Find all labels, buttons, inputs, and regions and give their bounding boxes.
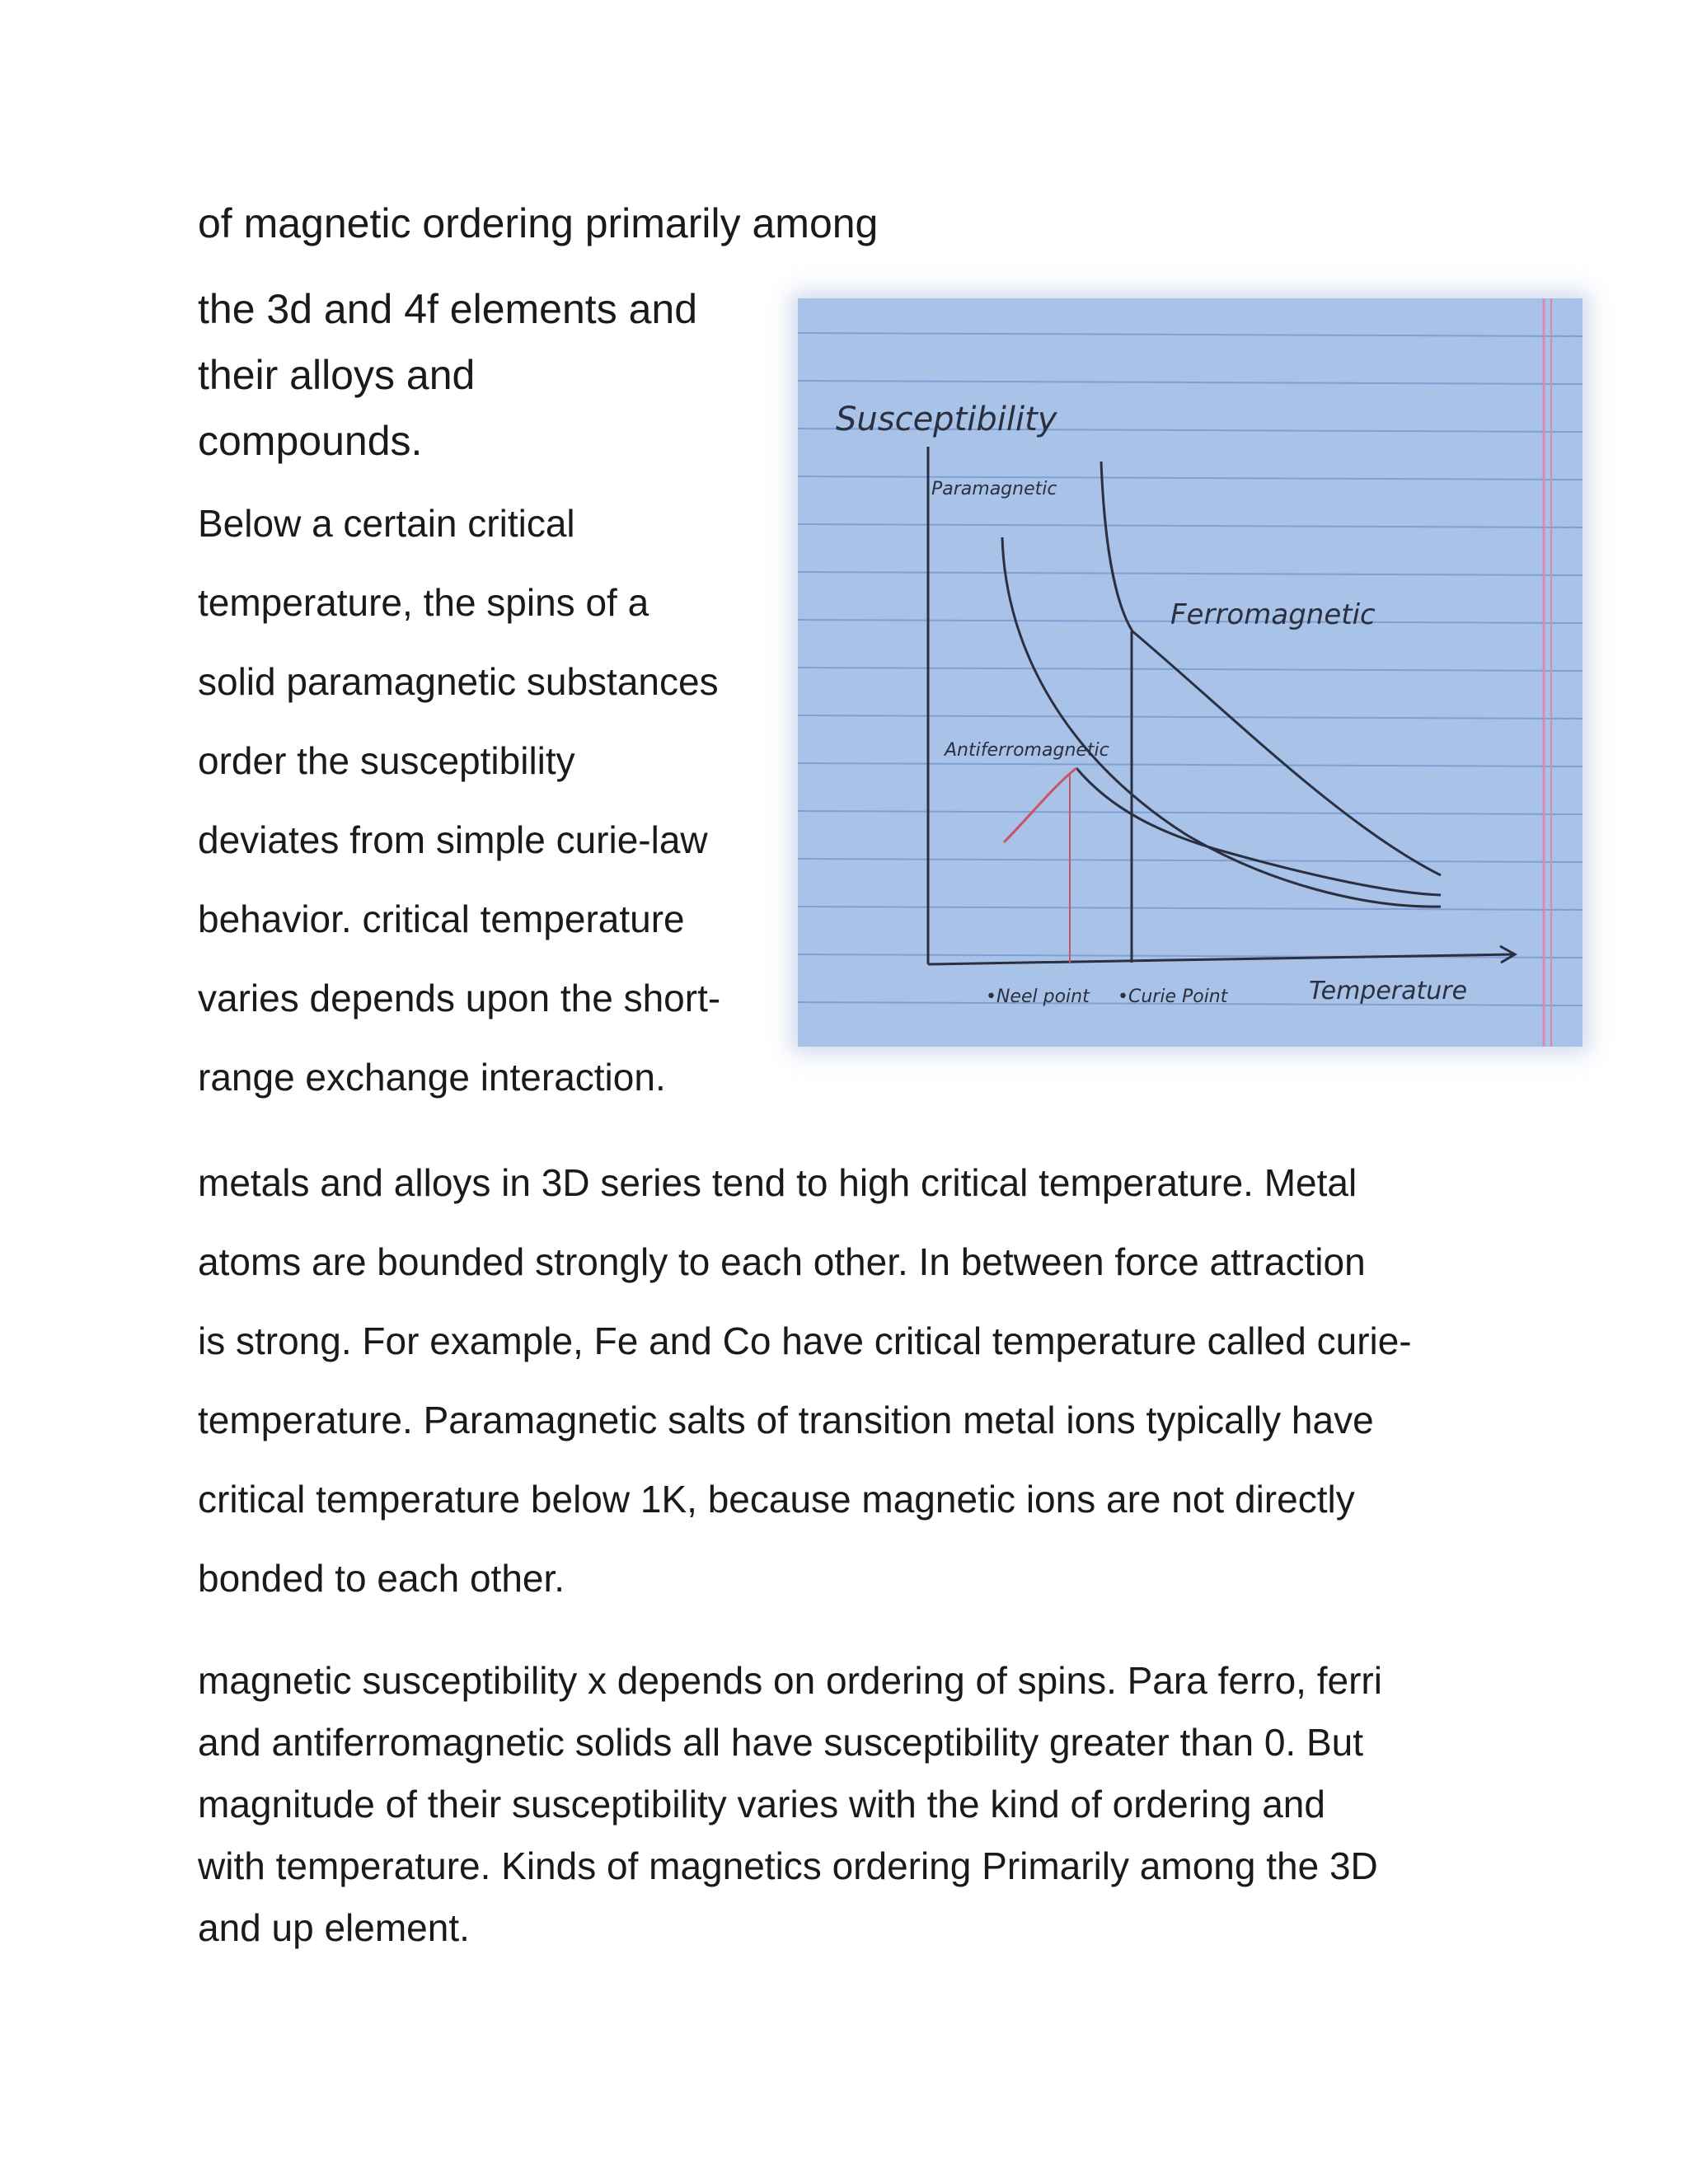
text-line: bonded to each other.	[198, 1557, 565, 1600]
x-axis-label: Temperature	[1309, 977, 1468, 1005]
text-line: with temperature. Kinds of magnetics ordering Primarily among the 3D	[198, 1844, 1378, 1887]
text-line: magnitude of their susceptibility varies with the kind of ordering and	[198, 1783, 1325, 1825]
text-line: behavior. critical temperature	[198, 898, 685, 940]
text-line: atoms are bounded strongly to each other. In between force attraction	[198, 1240, 1366, 1283]
text-line: their alloys and	[198, 352, 476, 398]
ferromagnetic-label: Ferromagnetic	[1170, 598, 1376, 631]
text-line: temperature. Paramagnetic salts of transition metal ions typically have	[198, 1399, 1374, 1441]
figure-drawing	[798, 298, 1582, 1047]
text-line: deviates from simple curie-law	[198, 818, 708, 861]
magnetic-susceptibility-figure	[798, 298, 1582, 1047]
text-line: the 3d and 4f elements and	[198, 286, 698, 332]
paramagnetic-label: Paramagnetic	[931, 479, 1057, 499]
curie-point-label: •Curie Point	[1118, 987, 1228, 1007]
text-line: order the susceptibility	[198, 739, 575, 782]
text-line: varies depends upon the short-	[198, 977, 721, 1019]
text-line: range exchange interaction.	[198, 1056, 666, 1099]
text-line: compounds.	[198, 418, 423, 464]
text-line: solid paramagnetic substances	[198, 660, 719, 703]
antiferromagnetic-label: Antiferromagnetic	[945, 740, 1109, 761]
text-line: and antiferromagnetic solids all have susceptibility greater than 0. But	[198, 1721, 1364, 1764]
text-line: temperature, the spins of a	[198, 581, 649, 624]
text-line: magnetic susceptibility x depends on ordering of spins. Para ferro, ferri	[198, 1659, 1382, 1702]
neel-point-label: •Neel point	[986, 987, 1090, 1007]
text-line: critical temperature below 1K, because magnetic ions are not directly	[198, 1478, 1355, 1521]
text-line: metals and alloys in 3D series tend to high critical temperature. Metal	[198, 1161, 1357, 1204]
y-axis-label: Susceptibility	[836, 401, 1057, 438]
text-line: is strong. For example, Fe and Co have critical temperature called curie-	[198, 1319, 1412, 1362]
text-line: Below a certain critical	[198, 502, 575, 545]
text-line: and up element.	[198, 1906, 470, 1949]
text-line: of magnetic ordering primarily among	[198, 200, 879, 246]
